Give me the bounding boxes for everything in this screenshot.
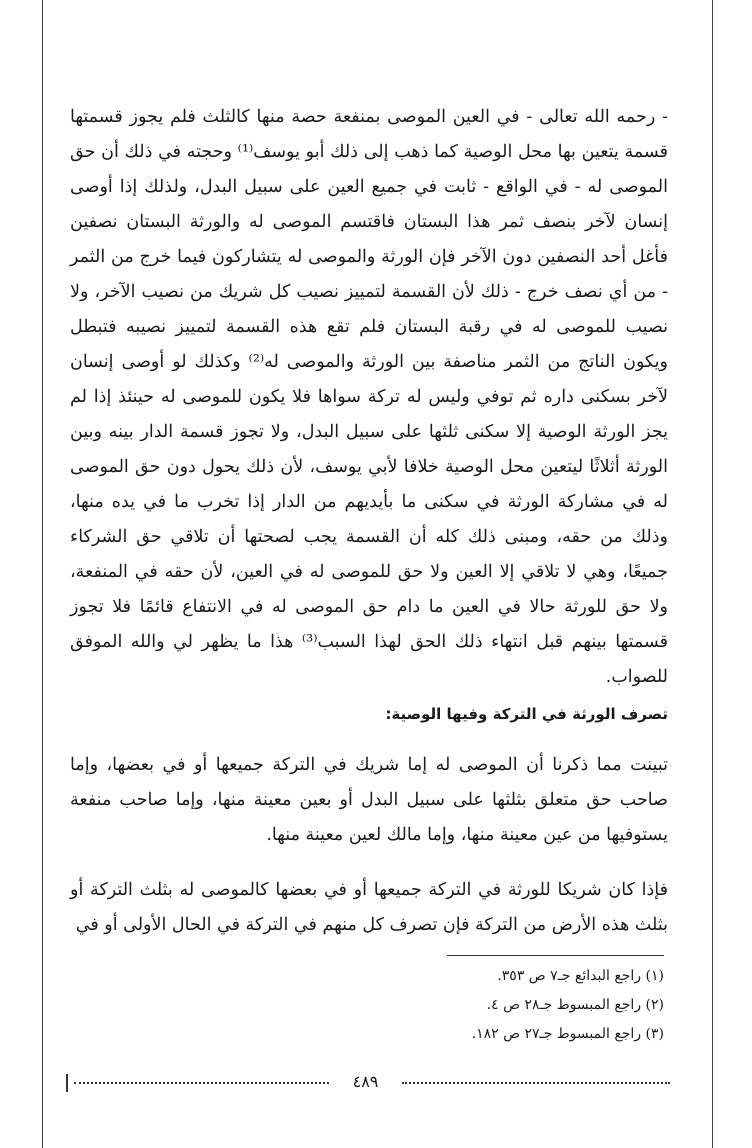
footnote-1: (١) راجع البدائع جـ٧ ص ٣٥٣. bbox=[497, 968, 664, 984]
footnotes bbox=[300, 962, 664, 1049]
paragraph-three: فإذا كان شريكا للورثة في التركة جميعها أو في بعضها كالموصى له بثلث التركة أو بثلث هذه الأرض من التركة فإن تصرف كل منهم في التركة في الحال الأولى أو في bbox=[70, 880, 668, 935]
footnote-separator bbox=[447, 955, 664, 956]
page-footer bbox=[64, 1070, 670, 1094]
footnote-3: (٣) راجع المبسوط جـ٢٧ ص ١٨٢. bbox=[471, 1026, 664, 1042]
footer-ornament-right bbox=[402, 1082, 670, 1085]
footnote-2: (٢) راجع المبسوط جـ٢٨ ص ٤. bbox=[486, 997, 664, 1013]
main-paragraph: - رحمه الله تعالى - في العين الموصى بمنفعة حصة منها كالثلث فلم يجوز قسمتها قسمة يتعين بها محل الوصية كما ذهب إلى ذلك أبو يوسف⁽¹⁾ وحجته في ذلك أن حق الموصى له - في الواقع - ثابت في جميع العين على سبيل البدل، ولذلك إذا أوصى إنسان لآخر بنصف ثمر هذا البستان فاقتسم الموصى له والورثة البستان نصفين فأغل أحد النصفين دون الآخر فإن الورثة والموصى له يتشاركون فيما خرج من الثمر - من أي نصف خرج - ذلك لأن القسمة لتمييز نصيب كل شريك من نصيب الآخر، ولا نصيب للموصى له في رقبة البستان فلم تقع هذه القسمة لتمييز نصيبه فتبطل ويكون الناتج من الثمر مناصفة بين الورثة والموصى له⁽²⁾ وكذلك لو أوصى إنسان لآخر بسكنى داره ثم توفي وليس له تركة سواها فلا يكون للموصى له حينئذ إذا لم يجز الورثة الوصية إلا سكنى ثلثها على سبيل البدل، ولا تجوز قسمة الدار بينه وبين الورثة أثلاثًا ليتعين محل الوصية خلافا لأبي يوسف، لأن ذلك يحول دون حق الموصى له في مشاركة الورثة في سكنى ما بأيديهم من الدار إذا تخرب ما في يده منها، وذلك من حقه، ومبنى ذلك كله أن القسمة يجب لصحتها أن تلاقي حق الشركاء جميعًا، وهي لا تلاقي إلا العين ولا حق للموصى له في العين، لأن حقه في المنفعة، ولا حق للورثة حالا في العين ما دام حق الموصى له في الانتفاع قائمًا فلا تجوز قسمتها بينهم قبل انتهاء ذلك الحق لهذا السبب⁽³⁾ هذا ما يظهر لي والله الموفق للصواب. bbox=[70, 107, 669, 687]
page-edge-left bbox=[42, 0, 43, 1148]
section-heading: تصرف الورثة في التركة وفيها الوصية: bbox=[385, 705, 668, 723]
page-number: ٤٨٩ bbox=[352, 1072, 379, 1091]
footer-ornament-left bbox=[74, 1082, 329, 1085]
paragraph-two: تبينت مما ذكرنا أن الموصى له إما شريك في التركة جميعها أو في بعضها، وإما صاحب حق متعلق بثلثها على سبيل البدل أو بعين معينة منها، وإما صاحب منفعة يستوفيها من عين معينة منها، وإما مالك لعين معينة منها. bbox=[70, 755, 668, 845]
footer-tick-mark bbox=[66, 1074, 68, 1092]
page-edge-right bbox=[712, 0, 713, 1148]
